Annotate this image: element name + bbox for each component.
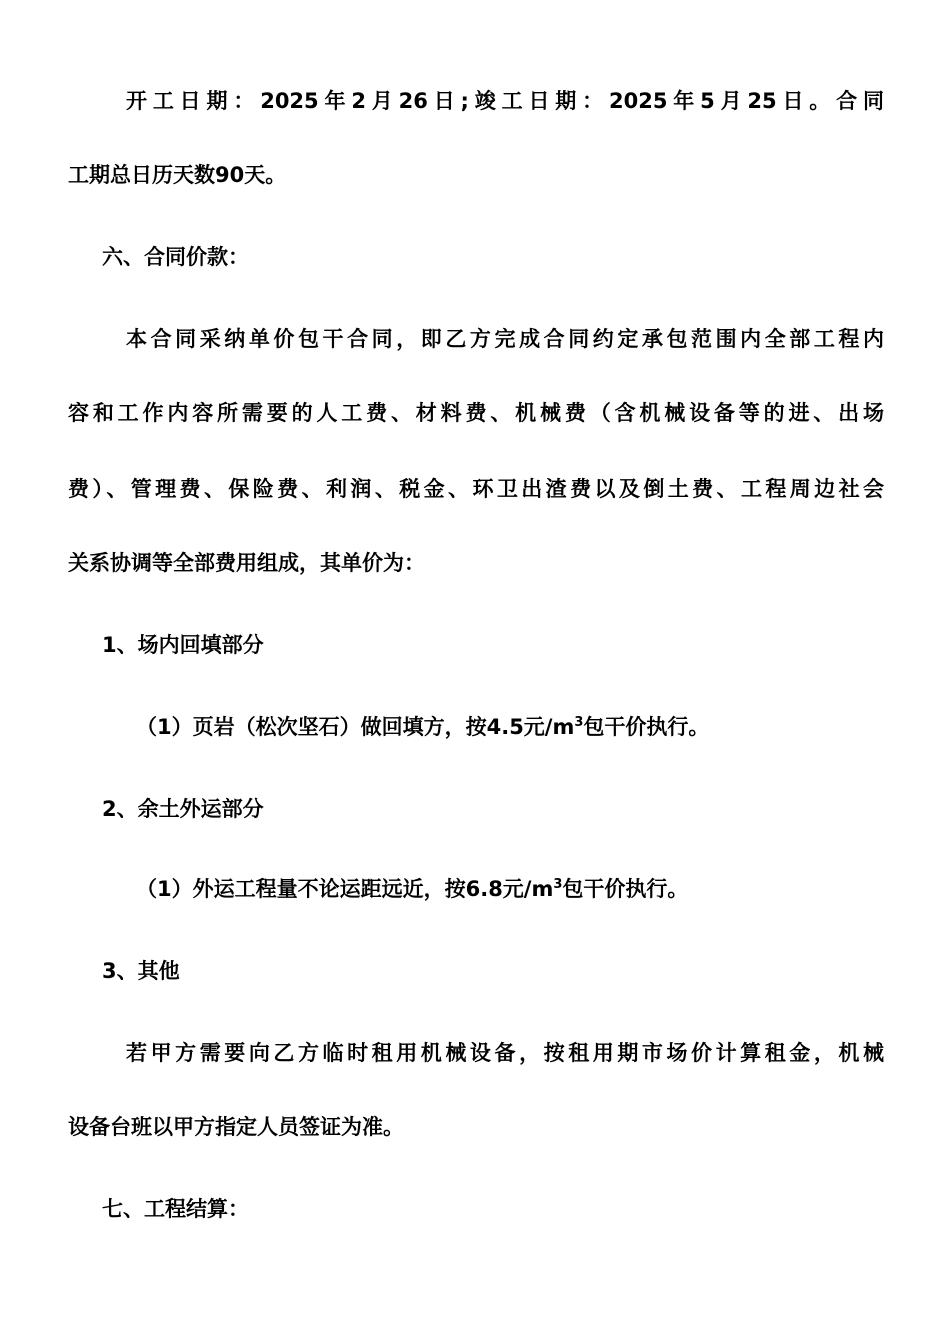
paragraph-line-rental-1: 若甲方需要向乙方临时租用机械设备，按租用期市场价计算租金，机械 — [126, 1041, 884, 1065]
paragraph-line-price-1: 本合同采纳单价包干合同，即乙方完成合同约定承包范围内全部工程内 — [126, 327, 884, 351]
cubic-superscript: 3 — [574, 715, 584, 730]
paragraph-line-price-3: 费）、管理费、保险费、利润、税金、环卫出渣费以及倒土费、工程周边社会 — [68, 477, 884, 501]
item-transport-price — [68, 874, 884, 904]
item-backfill-price — [68, 712, 884, 742]
item-backfill-text: （1）页岩（松次坚石）做回填方，按4.5元/m — [136, 715, 575, 739]
item-transport-tail: 包干价执行。 — [562, 877, 689, 901]
paragraph-line-price-4: 关系协调等全部费用组成，其单价为： — [68, 551, 425, 575]
paragraph-line-schedule: 开工日期：2025年2月26日;竣工日期：2025年5月25日。合同 — [126, 89, 884, 113]
section-heading-settlement: 七、工程结算： — [102, 1197, 249, 1221]
subheading-backfill: 1、场内回填部分 — [102, 633, 264, 657]
item-transport-text: （1）外运工程量不论运距远近，按6.8元/m — [136, 877, 554, 901]
paragraph-line-rental-2: 设备台班以甲方指定人员签证为准。 — [68, 1115, 404, 1139]
cubic-superscript: 3 — [553, 877, 563, 892]
section-heading-contract-price: 六、合同价款： — [102, 245, 249, 269]
subheading-soil-transport: 2、余土外运部分 — [102, 797, 264, 821]
paragraph-line-price-2: 容和工作内容所需要的人工费、材料费、机械费（含机械设备等的进、出场 — [68, 401, 884, 425]
item-backfill-tail: 包干价执行。 — [583, 715, 710, 739]
subheading-other: 3、其他 — [102, 959, 180, 983]
paragraph-line-duration: 工期总日历天数90天。 — [68, 163, 287, 187]
